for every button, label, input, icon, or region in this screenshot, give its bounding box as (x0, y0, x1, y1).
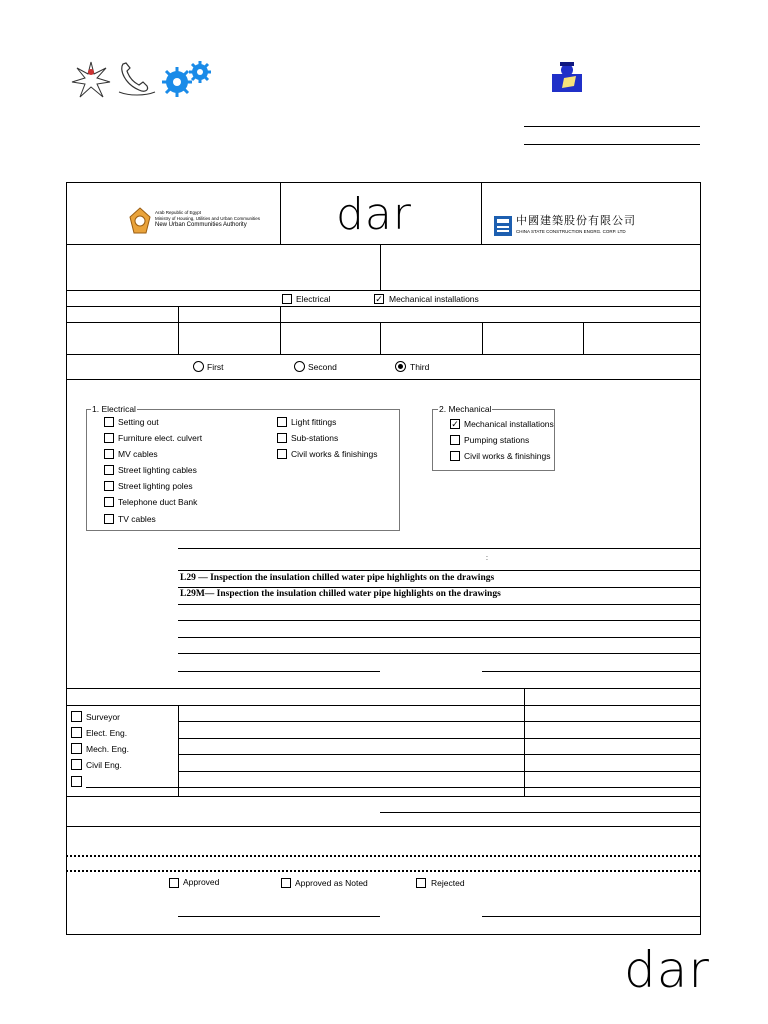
first-submission-radio[interactable] (193, 361, 204, 372)
street-lighting-cables-checkbox[interactable] (104, 465, 114, 475)
compass-star-icon (70, 60, 112, 100)
mech-civil-works-label: Civil works & finishings (464, 451, 551, 461)
approved-label: Approved (183, 877, 220, 887)
furniture-elect-culvert-label: Furniture elect. culvert (118, 433, 203, 443)
sub-stations-label: Sub-stations (291, 433, 339, 443)
mechanical-installations-checkbox[interactable]: ✓ (375, 294, 383, 304)
nuca-logo-icon (128, 207, 152, 235)
rejected-checkbox[interactable] (416, 878, 426, 888)
cscec-english-name: CHINA STATE CONSTRUCTION ENGRG. CORP. LTD (516, 229, 626, 234)
telephone-duct-bank-label: Telephone duct Bank (118, 497, 198, 507)
street-lighting-poles-label: Street lighting poles (118, 481, 193, 491)
elec-civil-works-checkbox[interactable] (277, 449, 287, 459)
sub-stations-checkbox[interactable] (277, 433, 287, 443)
telephone-duct-bank-checkbox[interactable] (104, 497, 114, 507)
surveyor-label: Surveyor (86, 712, 121, 722)
light-fittings-label: Light fittings (291, 417, 337, 427)
setting-out-label: Setting out (118, 417, 159, 427)
approved-checkbox[interactable] (169, 878, 179, 888)
first-label: First (207, 362, 224, 372)
mech-installations-label: Mechanical installations (464, 419, 554, 429)
gears-icon (160, 60, 216, 100)
cscec-logo-icon (494, 216, 512, 236)
street-lighting-poles-checkbox[interactable] (104, 481, 114, 491)
elect-eng-checkbox[interactable] (71, 727, 82, 738)
nuca-line-2: Ministry of Housing, Utilities and Urban Communities (155, 216, 261, 221)
tv-cables-label: TV cables (118, 514, 156, 524)
description-line-2: L29M— Inspection the insulation chilled water pipe highlights on the drawings (180, 589, 501, 599)
civil-eng-checkbox[interactable] (71, 759, 82, 770)
mech-eng-checkbox[interactable] (71, 743, 82, 754)
approved-as-noted-checkbox[interactable] (281, 878, 291, 888)
second-submission-radio[interactable] (294, 361, 305, 372)
mech-eng-label: Mech. Eng. (86, 744, 129, 754)
mechanical-group-title: 2. Mechanical (439, 404, 492, 414)
telephone-icon (115, 60, 157, 98)
electrical-checkbox[interactable] (282, 294, 292, 304)
setting-out-checkbox[interactable] (104, 417, 114, 427)
dar-logo: dar (336, 189, 412, 240)
rejected-label: Rejected (431, 878, 465, 888)
mech-installations-checkbox[interactable]: ✓ (451, 419, 459, 429)
civil-eng-label: Civil Eng. (86, 760, 122, 770)
elect-eng-label: Elect. Eng. (86, 728, 128, 738)
third-label: Third (410, 362, 430, 372)
furniture-elect-culvert-checkbox[interactable] (104, 433, 114, 443)
mv-cables-label: MV cables (118, 449, 158, 459)
other-reviewer-checkbox[interactable] (71, 776, 82, 787)
mv-cables-checkbox[interactable] (104, 449, 114, 459)
nuca-line-1: Arab Republic of Egypt (155, 210, 202, 215)
pumping-stations-label: Pumping stations (464, 435, 530, 445)
third-submission-radio[interactable] (395, 361, 406, 372)
street-lighting-cables-label: Street lighting cables (118, 465, 197, 475)
nuca-line-3: New Urban Communities Authority (155, 222, 247, 228)
elec-civil-works-label: Civil works & finishings (291, 449, 378, 459)
cscec-chinese-name: 中國建築股份有限公司 (516, 215, 636, 227)
mechanical-installations-label: Mechanical installations (389, 294, 479, 304)
description-colon: : (486, 555, 488, 562)
worker-icon (550, 60, 584, 94)
footer-dar-logo: dar (624, 941, 710, 999)
description-line-1: L29 — Inspection the insulation chilled water pipe highlights on the drawings (180, 573, 495, 583)
mech-civil-works-checkbox[interactable] (450, 451, 460, 461)
electrical-group-title: 1. Electrical (92, 404, 136, 414)
electrical-label: Electrical (296, 294, 331, 304)
pumping-stations-checkbox[interactable] (450, 435, 460, 445)
tv-cables-checkbox[interactable] (104, 514, 114, 524)
light-fittings-checkbox[interactable] (277, 417, 287, 427)
approved-as-noted-label: Approved as Noted (295, 878, 368, 888)
second-label: Second (308, 362, 337, 372)
surveyor-checkbox[interactable] (71, 711, 82, 722)
